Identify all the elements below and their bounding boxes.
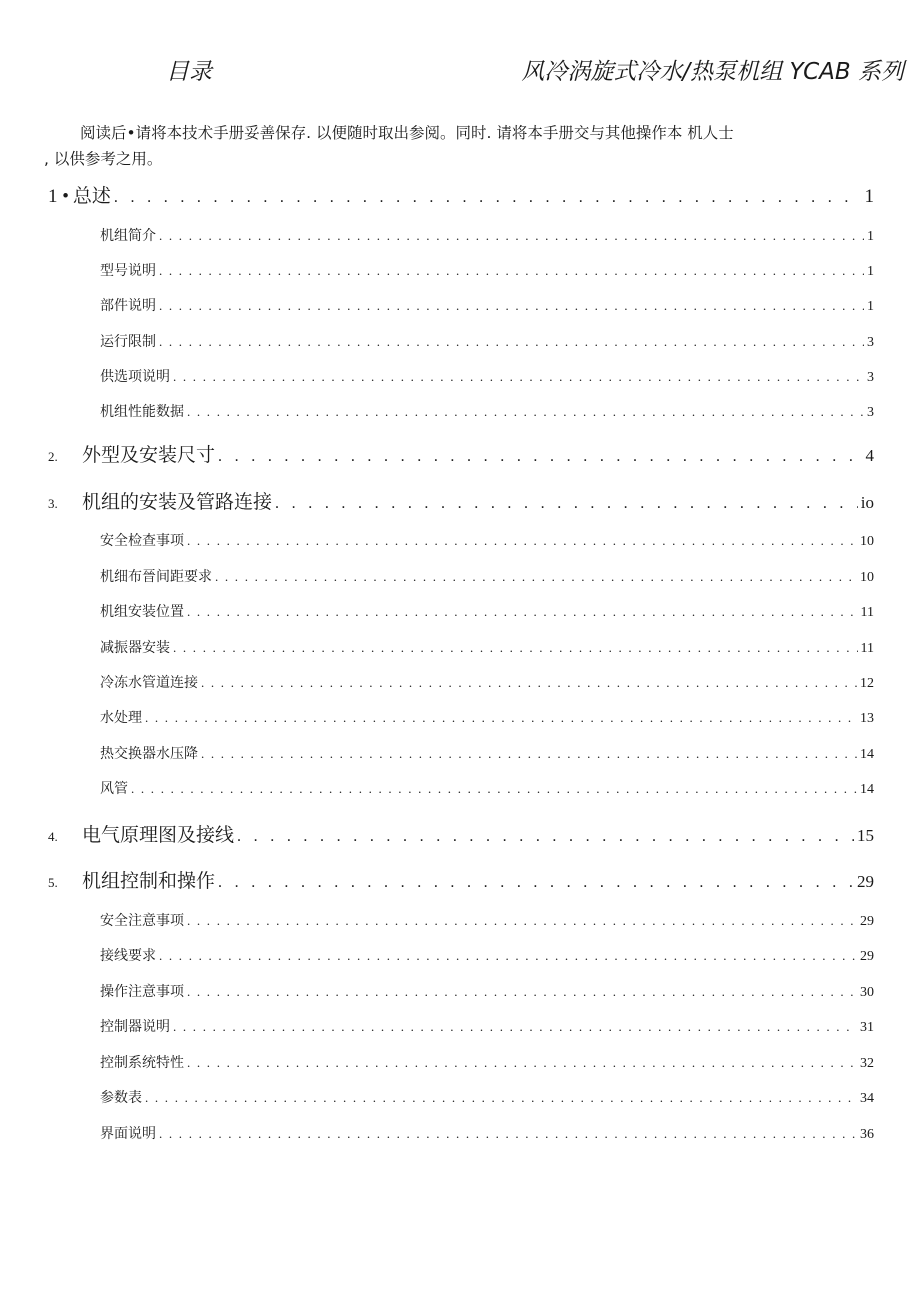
- page-number: 1: [867, 264, 874, 279]
- page-number: 11: [860, 605, 874, 620]
- page-number: 14: [860, 782, 874, 797]
- item-title: 控制器说明: [100, 1019, 170, 1035]
- intro-paragraph: [44, 120, 884, 172]
- dot-leader: [159, 948, 857, 964]
- chapter-number: 4.: [48, 829, 58, 844]
- toc-chapter-5[interactable]: [48, 866, 874, 894]
- item-title: 热交换器水压降: [100, 746, 198, 762]
- dot-leader: [187, 404, 864, 420]
- page-number: 36: [860, 1127, 874, 1142]
- page-number: 29: [860, 914, 874, 929]
- item-title: 水处理: [100, 710, 142, 726]
- toc-item[interactable]: [100, 1016, 874, 1038]
- page-number: 1: [867, 229, 874, 244]
- intro-line-2: , 以供参考之用。: [44, 150, 163, 168]
- dot-leader: [187, 984, 857, 1000]
- dot-leader: [159, 228, 864, 244]
- item-title: 供选项说明: [100, 369, 170, 385]
- toc-chapter-3[interactable]: [48, 487, 874, 515]
- toc-item[interactable]: [100, 743, 874, 765]
- toc-item[interactable]: [100, 601, 874, 623]
- toc-item[interactable]: [100, 1123, 874, 1145]
- item-title: 界面说明: [100, 1126, 156, 1142]
- toc-item[interactable]: [100, 530, 874, 552]
- dot-leader: [187, 1055, 857, 1071]
- dot-leader: [145, 1090, 857, 1106]
- chapter-number: 2.: [48, 449, 58, 464]
- page-number: 3: [867, 405, 874, 420]
- page-number: 4: [865, 446, 874, 465]
- dot-leader: [275, 495, 858, 513]
- toc-item[interactable]: [100, 945, 874, 967]
- page-number: 29: [860, 949, 874, 964]
- page-number: 1: [864, 186, 874, 207]
- toc-chapter-2[interactable]: [48, 440, 874, 468]
- chapter-title: 机组控制和操作: [82, 870, 216, 892]
- page-number: 10: [860, 570, 874, 585]
- dot-leader: [237, 828, 854, 846]
- item-title: 安全检查事项: [100, 533, 184, 549]
- dot-leader: [159, 298, 864, 314]
- dot-leader: [201, 746, 857, 762]
- toc-item[interactable]: [100, 1087, 874, 1109]
- page-title: 目录: [166, 59, 212, 85]
- item-title: 机组性能数据: [100, 404, 184, 420]
- dot-leader: [173, 1019, 857, 1035]
- item-title: 部件说明: [100, 298, 156, 314]
- page-number: 10: [860, 534, 874, 549]
- chapter-number: 1 •: [48, 186, 69, 207]
- dot-leader: [201, 675, 857, 691]
- document-title: 风冷涡旋式冷水/热泵机组 YCAB 系列: [521, 59, 904, 85]
- page-number: io: [860, 493, 874, 512]
- toc-item[interactable]: [100, 910, 874, 932]
- toc-item[interactable]: [100, 260, 874, 282]
- chapter-title: 总述: [72, 185, 111, 207]
- toc-item[interactable]: [100, 778, 874, 800]
- item-title: 机细布晉间距要求: [100, 569, 212, 585]
- toc-item[interactable]: [100, 1052, 874, 1074]
- toc-item[interactable]: [100, 331, 874, 353]
- item-title: 参数表: [100, 1090, 142, 1106]
- chapter-number: 5.: [48, 875, 58, 890]
- dot-leader: [159, 263, 864, 279]
- toc-item[interactable]: [100, 566, 874, 588]
- toc-chapter-4[interactable]: [48, 820, 874, 848]
- chapter-title: 机组的安装及管路连接: [82, 491, 273, 513]
- chapter-title: 电气原理图及接线: [82, 824, 235, 846]
- toc-item[interactable]: [100, 295, 874, 317]
- item-title: 安全注意事项: [100, 913, 184, 929]
- item-title: 型号说明: [100, 263, 156, 279]
- page-number: 29: [857, 872, 874, 891]
- dot-leader: [159, 334, 864, 350]
- page-number: 12: [860, 676, 874, 691]
- chapter-number: 3.: [48, 496, 58, 511]
- page-number: 3: [867, 335, 874, 350]
- toc-item[interactable]: [100, 672, 874, 694]
- toc-item[interactable]: [100, 981, 874, 1003]
- item-title: 风管: [100, 781, 128, 797]
- item-title: 接线要求: [100, 948, 156, 964]
- dot-leader: [218, 874, 854, 892]
- dot-leader: [173, 369, 864, 385]
- dot-leader: [173, 640, 858, 656]
- dot-leader: [215, 569, 857, 585]
- chapter-title: 外型及安装尺寸: [82, 444, 216, 466]
- item-title: 机组简介: [100, 228, 156, 244]
- dot-leader: [218, 448, 862, 466]
- item-title: 机组安装位置: [100, 604, 184, 620]
- page-number: 32: [860, 1056, 874, 1071]
- toc-item[interactable]: [100, 401, 874, 423]
- item-title: 操作注意事项: [100, 984, 184, 1000]
- page-number: 15: [857, 826, 874, 845]
- page-number: 13: [860, 711, 874, 726]
- page-number: 11: [860, 641, 874, 656]
- toc-item[interactable]: [100, 225, 874, 247]
- intro-line-1: 阅读后•请将本技术手册妥善保存. 以便随时取出参阅。同时. 请将本手册交与其他操作本 机人士: [80, 124, 734, 142]
- dot-leader: [114, 189, 862, 207]
- dot-leader: [145, 710, 857, 726]
- dot-leader: [187, 913, 857, 929]
- item-title: 冷冻水管道连接: [100, 675, 198, 691]
- dot-leader: [131, 781, 857, 797]
- page-number: 30: [860, 985, 874, 1000]
- page-number: 34: [860, 1091, 874, 1106]
- toc-chapter-1[interactable]: [48, 181, 874, 209]
- toc-item[interactable]: [100, 366, 874, 388]
- dot-leader: [187, 604, 858, 620]
- toc-item[interactable]: [100, 707, 874, 729]
- page-number: 14: [860, 747, 874, 762]
- page-number: 1: [867, 299, 874, 314]
- item-title: 运行限制: [100, 334, 156, 350]
- page-number: 31: [860, 1020, 874, 1035]
- page-number: 3: [867, 370, 874, 385]
- dot-leader: [187, 533, 857, 549]
- item-title: 控制系统特性: [100, 1055, 184, 1071]
- dot-leader: [159, 1126, 857, 1142]
- item-title: 减振器安装: [100, 640, 170, 656]
- toc-item[interactable]: [100, 637, 874, 659]
